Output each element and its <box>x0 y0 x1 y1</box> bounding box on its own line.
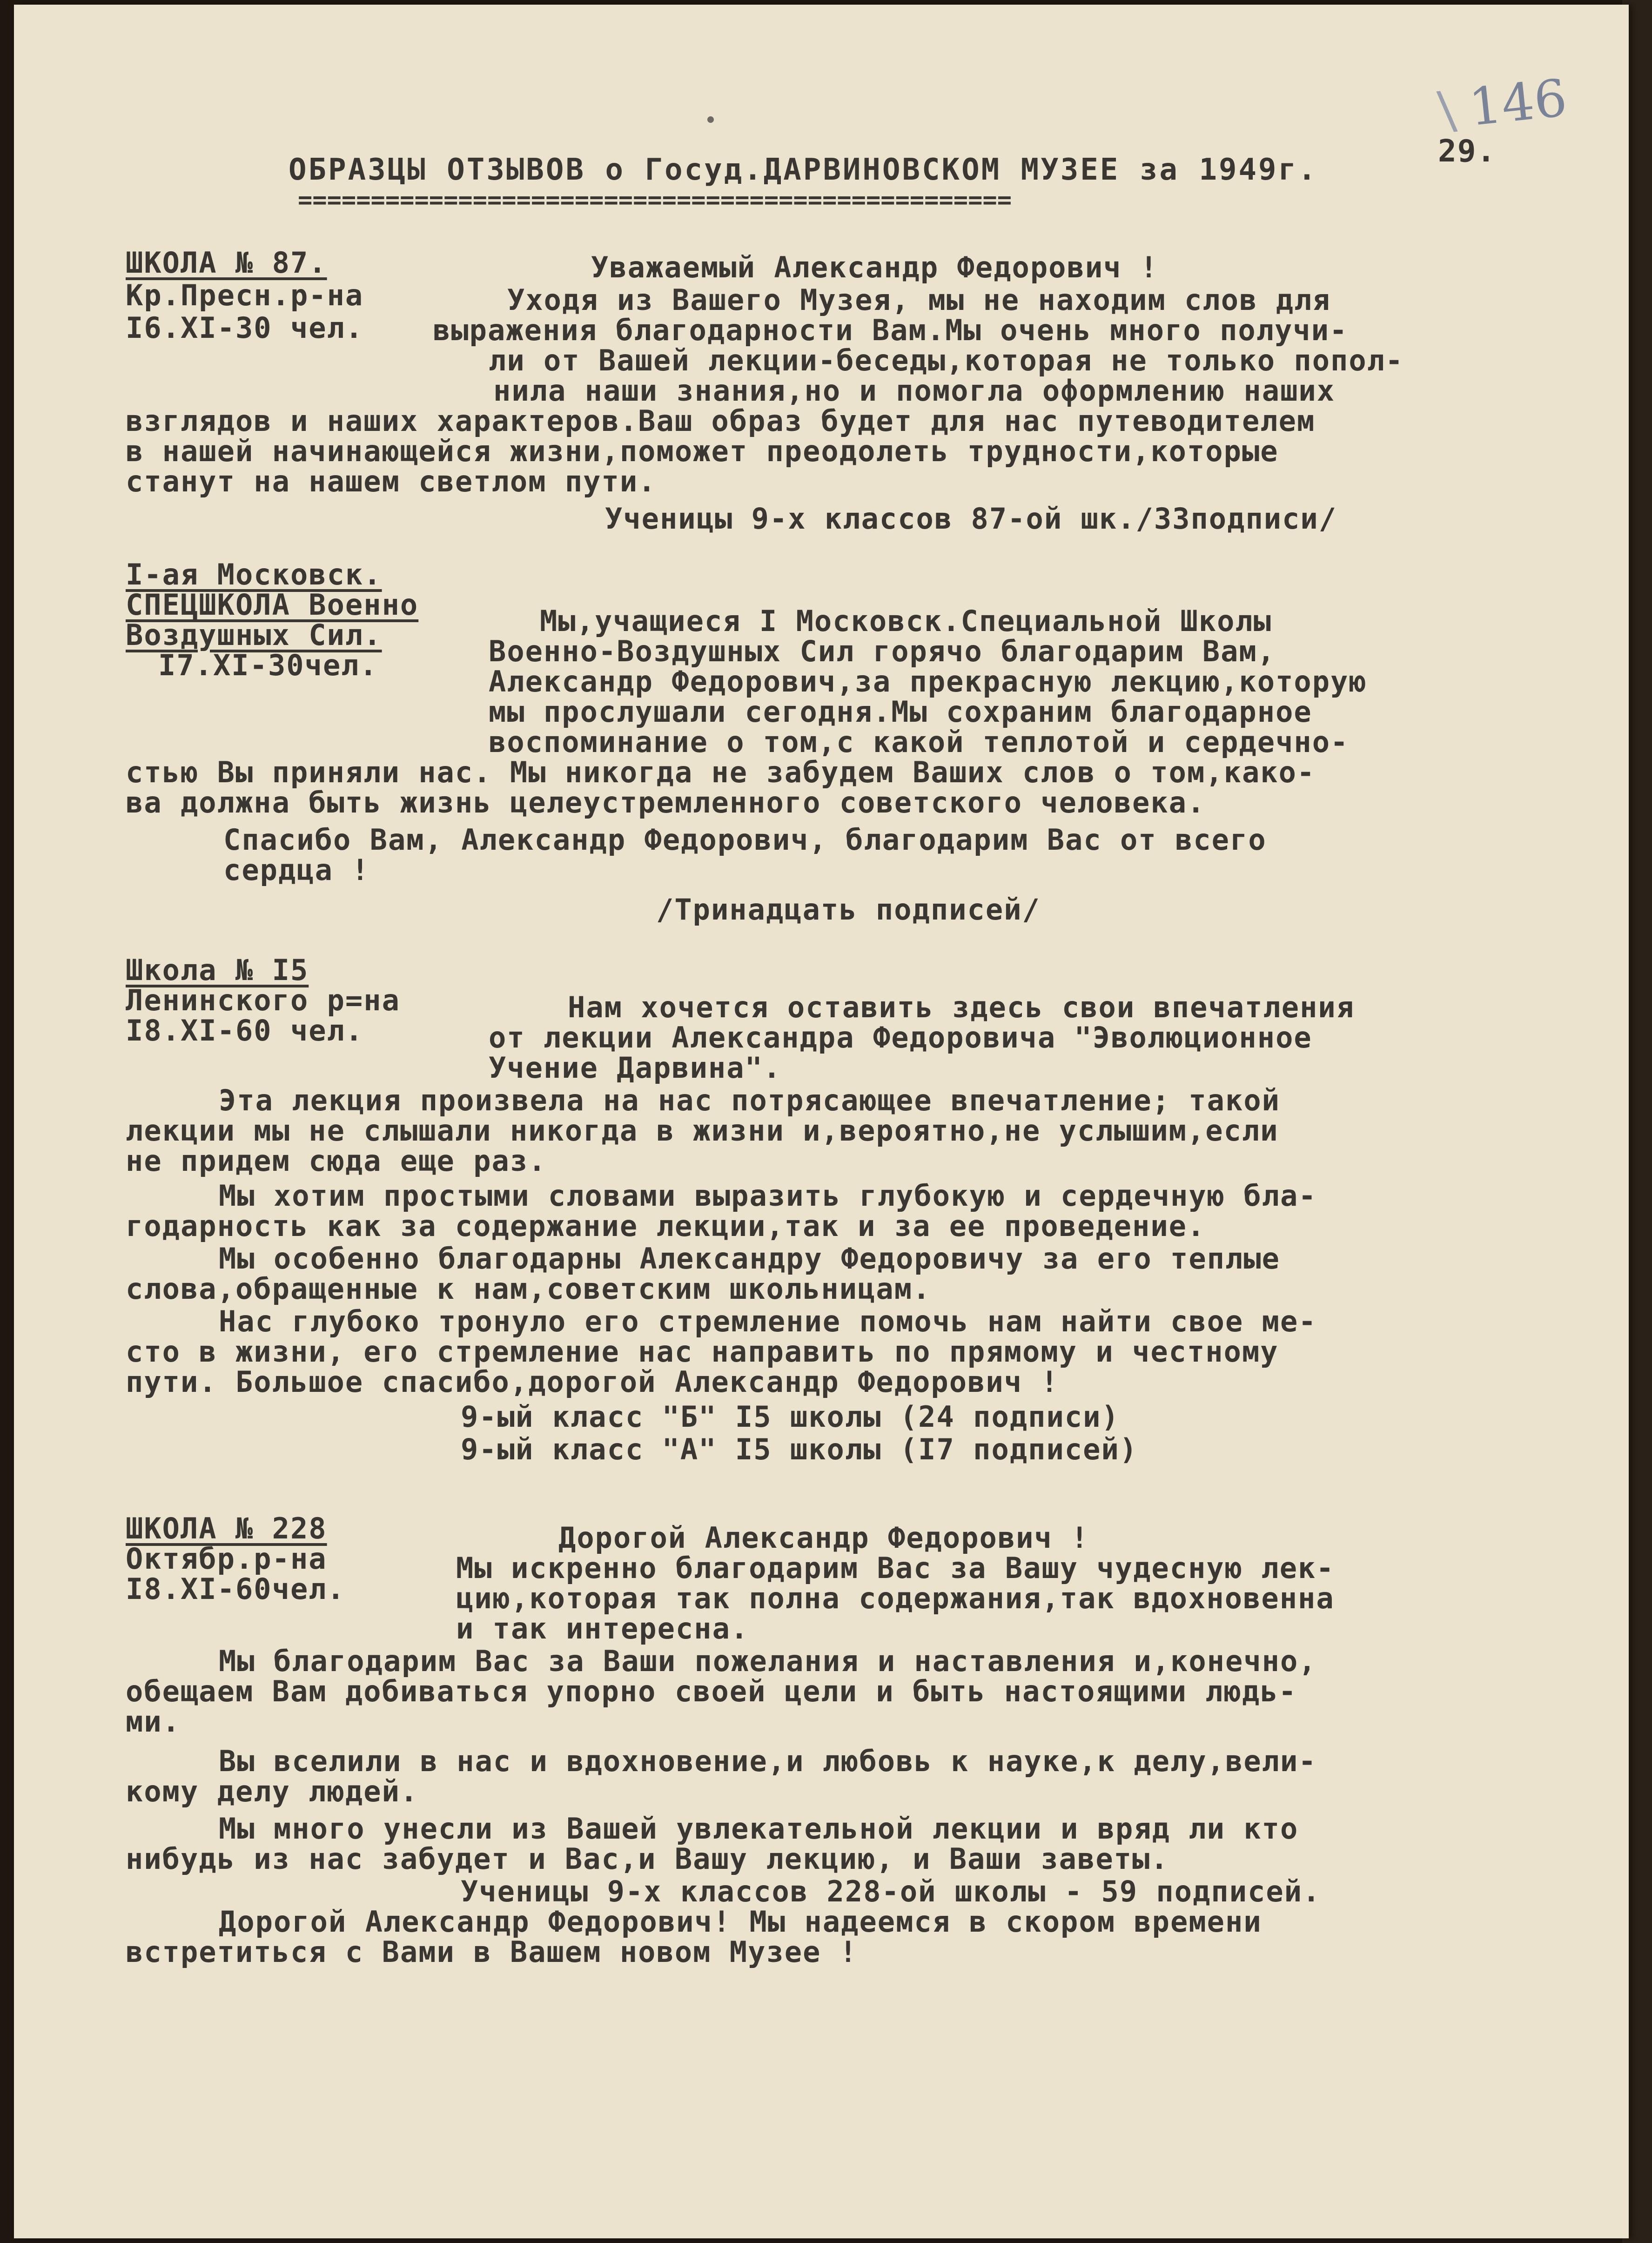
review-line: и так интересна. <box>456 1612 749 1645</box>
review-line: станут на нашем светлом пути. <box>126 464 657 498</box>
review-line: мы прослушали сегодня.Мы сохраним благодарное <box>489 695 1312 729</box>
visit-date-people: I7.XI-30чел. <box>158 648 378 682</box>
review-line: кому делу людей. <box>126 1774 419 1808</box>
review-line: Мы благодарим Вас за Ваши пожелания и наставления и,конечно, <box>219 1644 1317 1678</box>
school-district: Ленинского р=на <box>126 983 400 1017</box>
review-line: Уходя из Вашего Музея, мы не находим слов для <box>507 283 1331 317</box>
review-line: встретиться с Вами в Вашем новом Музее ! <box>126 1935 858 1969</box>
review-line: Военно-Воздушных Сил горячо благодарим Вам, <box>489 634 1276 668</box>
review-line: Мы искренно благодарим Вас за Вашу чудесную лек- <box>456 1551 1335 1585</box>
review-line: Мы особенно благодарны Александру Федоровичу за его теплые <box>219 1242 1280 1276</box>
review-signature: 9-ый класс "Б" I5 школы (24 подписи) <box>461 1400 1120 1434</box>
review-line: Дорогой Александр Федорович ! <box>558 1521 1089 1555</box>
review-line: сто в жизни, его стремление нас направить по прямому и честному <box>126 1335 1279 1369</box>
document-page <box>14 5 1629 2238</box>
review-signature: 9-ый класс "А" I5 школы (I7 подписей) <box>461 1432 1138 1466</box>
review-line: Нас глубоко тронуло его стремление помочь нам найти свое ме- <box>219 1304 1317 1338</box>
review-line: нибудь из нас забудет и Вас,и Вашу лекцию, и Ваши заветы. <box>126 1842 1169 1876</box>
school-district: Октябр.р-на <box>126 1542 327 1576</box>
review-line: Дорогой Александр Федорович! Мы надеемся в скором времени <box>219 1905 1262 1939</box>
review-line: от лекции Александра Федоровича "Эволюционное <box>489 1021 1312 1054</box>
review-line: Мы много унесли из Вашей увлекательной лекции и вряд ли кто <box>219 1812 1299 1846</box>
visit-date-people: I8.XI-60 чел. <box>126 1014 364 1048</box>
review-line: Александр Федорович,за прекрасную лекцию,которую <box>489 665 1367 698</box>
review-line: лекции мы не слышали никогда в жизни и,вероятно,не услышим,если <box>126 1114 1279 1148</box>
review-line: не придем сюда еще раз. <box>126 1144 547 1178</box>
review-line: Эта лекция произвела на нас потрясающее впечатление; такой <box>219 1083 1280 1117</box>
school-name: ШКОЛА № 87. <box>126 246 327 280</box>
review-line: выражения благодарности Вам.Мы очень много получи- <box>433 313 1348 347</box>
review-line: Мы хотим простыми словами выразить глубокую и сердечную бла- <box>219 1179 1317 1213</box>
review-line: взглядов и наших характеров.Ваш образ будет для нас путеводителем <box>126 404 1316 438</box>
review-signature: Ученицы 9-х классов 87-ой шк./33подписи/ <box>605 502 1337 536</box>
review-line: обещаем Вам добиваться упорно своей цели и быть настоящими людь- <box>126 1674 1297 1708</box>
review-line: ми. <box>126 1705 181 1739</box>
review-line: годарность как за содержание лекции,так и за ее проведение. <box>126 1209 1206 1243</box>
review-line: нила наши знания,но и помогла оформлению наших <box>493 374 1336 408</box>
review-signature: /Тринадцать подписей/ <box>656 893 1041 927</box>
review-line: цию,которая так полна содержания,так вдохновенна <box>456 1581 1335 1615</box>
school-name: I-ая Московск. <box>126 557 382 591</box>
review-line: Спасибо Вам, Александр Федорович, благодарим Вас от всего <box>223 823 1267 857</box>
review-line: стью Вы приняли нас. Мы никогда не забудем Ваших слов о том,како- <box>126 755 1316 789</box>
page-title: ОБРАЗЦЫ ОТЗЫВОВ о Госуд.ДАРВИНОВСКОМ МУЗЕЕ за 1949г. <box>289 153 1318 187</box>
review-line: слова,обращенные к нам,советским школьницам. <box>126 1272 931 1306</box>
archive-number-handwritten: \ 146 <box>1435 67 1570 141</box>
review-signature: Ученицы 9-х классов 228-ой школы - 59 подписей. <box>461 1874 1321 1908</box>
review-line: Вы вселили в нас и вдохновение,и любовь к науке,к делу,вели- <box>219 1744 1317 1778</box>
review-line: сердца ! <box>223 853 370 887</box>
visit-date-people: I8.XI-60чел. <box>126 1572 345 1606</box>
review-line: Учение Дарвина". <box>489 1051 782 1085</box>
review-line: в нашей начинающейся жизни,поможет преодолеть трудности,которые <box>126 434 1279 468</box>
school-name-line-3: Воздушных Сил. <box>126 618 382 652</box>
review-line: ли от Вашей лекции-беседы,которая не только попол- <box>489 343 1404 377</box>
school-name: Школа № I5 <box>126 953 309 987</box>
punch-dot <box>707 116 714 123</box>
review-line: Мы,учащиеся I Московск.Специальной Школы <box>540 604 1272 638</box>
review-line: Уважаемый Александр Федорович ! <box>591 250 1159 284</box>
review-line: Нам хочется оставить здесь свои впечатления <box>568 990 1355 1024</box>
school-name: ШКОЛА № 228 <box>126 1511 327 1545</box>
title-rule: ================================================= <box>298 186 1012 214</box>
page-number: 29. <box>1438 133 1497 169</box>
visit-date-people: I6.XI-30 чел. <box>126 311 364 345</box>
review-line: пути. Большое спасибо,дорогой Александр Федорович ! <box>126 1365 1059 1399</box>
school-name-line-2: СПЕЦШКОЛА Военно <box>126 588 419 622</box>
review-line: воспоминание о том,с какой теплотой и сердечно- <box>489 725 1349 759</box>
review-line: ва должна быть жизнь целеустремленного советского человека. <box>126 786 1206 819</box>
school-district: Кр.Пресн.р-на <box>126 278 364 312</box>
